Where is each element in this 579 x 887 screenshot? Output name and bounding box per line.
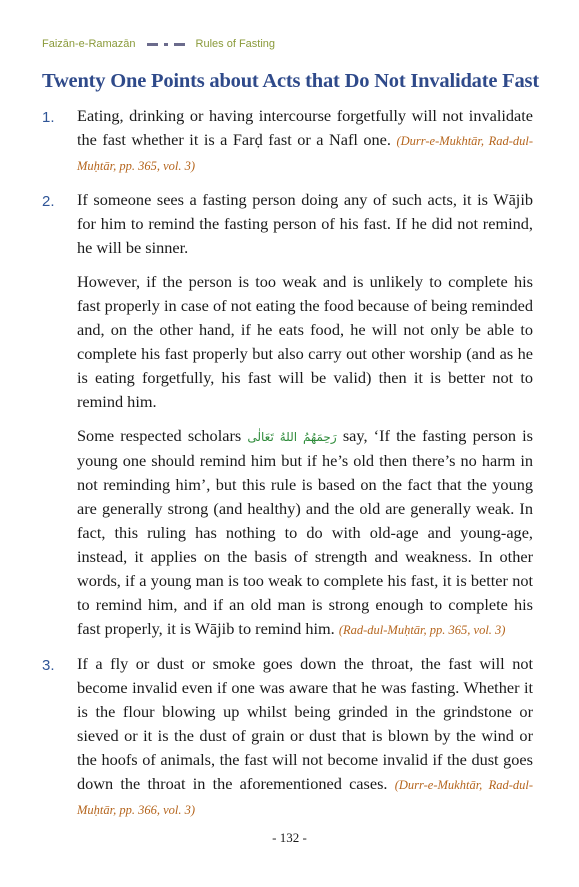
paragraph — [77, 424, 533, 642]
arabic-honorific: رَحِمَهُمُ اللهُ تَعَالٰی — [247, 430, 337, 444]
chapter-title: Rules of Fasting — [195, 38, 276, 50]
paragraph-text: Some respected scholars — [77, 426, 242, 445]
paragraph — [77, 104, 533, 178]
reference: (Durr-e-Mukhtār, Rad-dul-Muḥtār, pp. 365, vol. 3) — [77, 134, 534, 173]
paragraph — [77, 652, 533, 822]
content — [42, 104, 533, 822]
list-item — [42, 652, 533, 822]
item-number: 2. — [42, 193, 55, 210]
reference: (Durr-e-Mukhtār, Rad-dul-Muḥtār, pp. 366, vol. 3) — [77, 778, 534, 817]
reference: (Rad-dul-Muḥtār, pp. 365, vol. 3) — [338, 623, 506, 637]
paragraph-text: Eating, drinking or having intercourse forgetfully will not invalidate the fast whether it is a Farḍ fast or a Nafl one. — [77, 106, 533, 149]
item-number: 3. — [42, 657, 55, 674]
paragraph-text: However, if the person is too weak and is unlikely to complete his fast properly in case of not eating the food because of being reminded and, on the other hand, if he eats food, he will not only be able to complete his fast properly but also carry out other worship (and as he is eating forgetfully, his fast will be valid) then it is better not to remind him. — [77, 272, 533, 411]
header-separator-icon — [144, 43, 188, 46]
list-item — [42, 188, 533, 642]
running-header — [42, 38, 275, 50]
page-number: - 132 - — [272, 830, 307, 845]
paragraph-text: If someone sees a fasting person doing any of such acts, it is Wājib for him to remind the fasting person of his fast. If he did not remind, he will be sinner. — [77, 190, 533, 257]
paragraph — [77, 188, 533, 260]
book-title: Faizān-e-Ramazān — [42, 38, 136, 50]
paragraph-text: say, ‘If the fasting person is young one should remind him but if he’s old then there’s no harm in not reminding him’, but this rule is based on the fact that the young are generally strong (and healthy) and the old are generally weak. In fact, this ruling has nothing to do with old-age and young-age, instead, it applies on the basis of strength and weakness. In other words, if a young man is too weak to complete his fast, it is better not to remind him, and if an old man is strong enough to complete his fast properly, it is Wājib to remind him. — [77, 426, 533, 638]
paragraph-text: If a fly or dust or smoke goes down the throat, the fast will not become invalid even if one was aware that he was fasting. Whether it is the flour blowing up whilst being grinded in the grindstone or sieved or it is the dust of grain or dust that is blown by the wind or the hoofs of animals, the fast will not become invalid if the dust goes down the throat in the aforementioned cases. — [77, 654, 533, 793]
section-title: Twenty One Points about Acts that Do Not Invalidate Fast — [42, 70, 539, 92]
list-item — [42, 104, 533, 178]
item-number: 1. — [42, 109, 55, 126]
paragraph — [77, 270, 533, 414]
